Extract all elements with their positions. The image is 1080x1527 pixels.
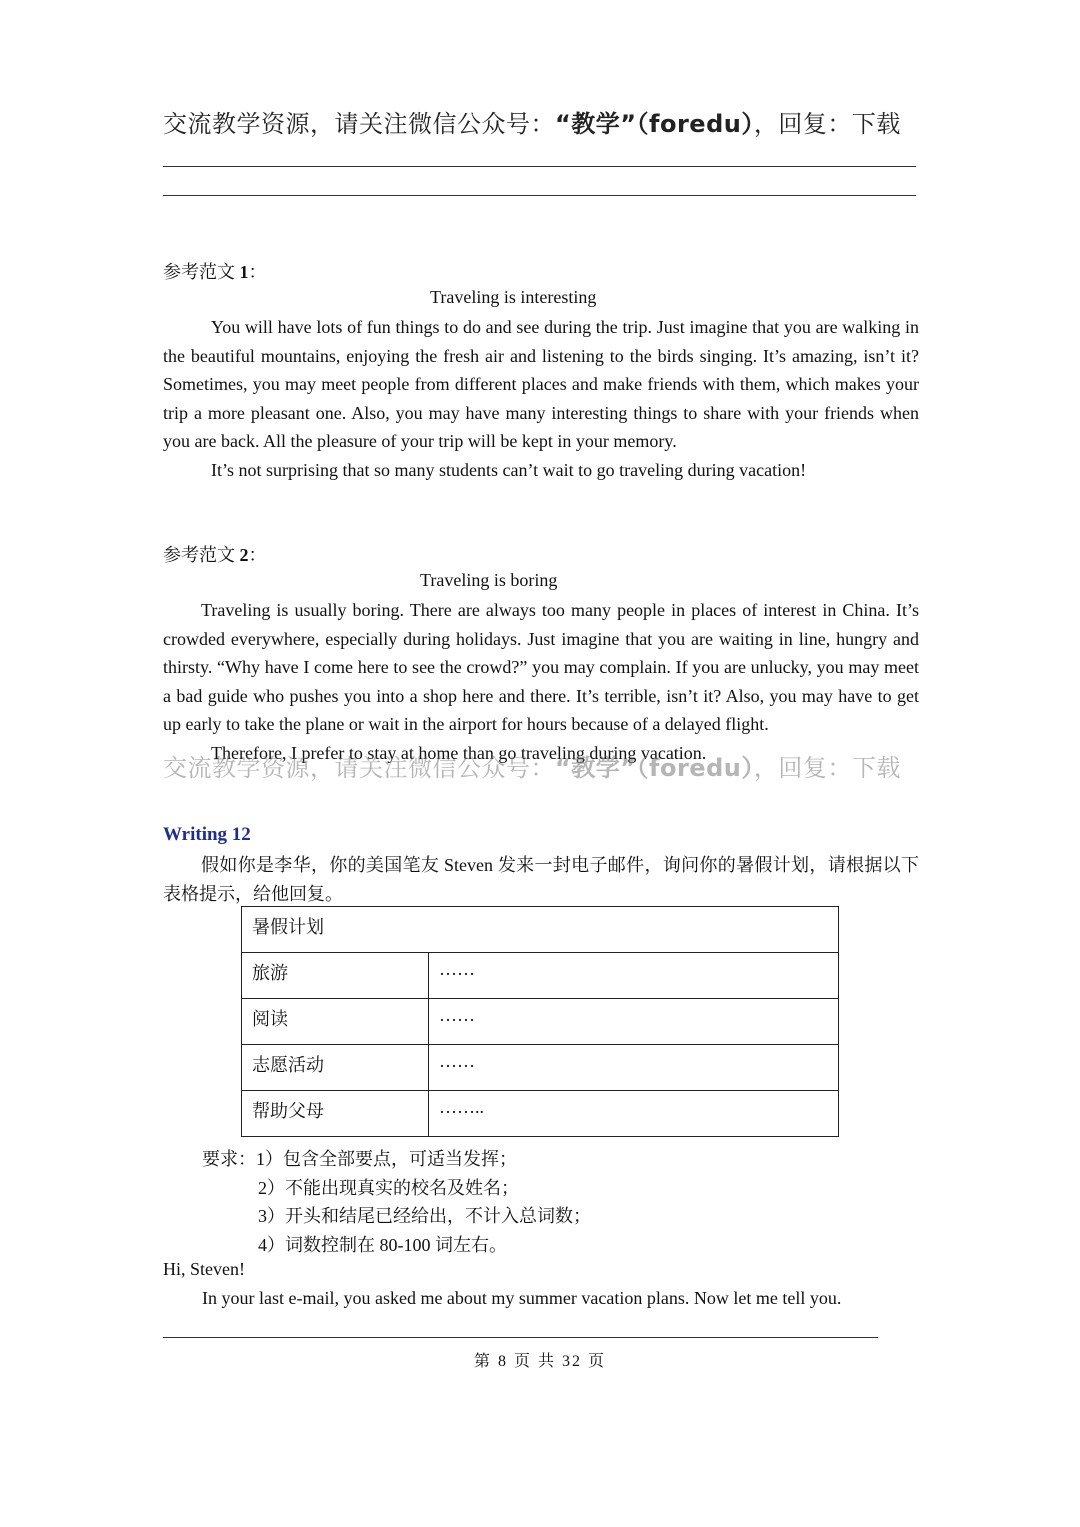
watermark: 交流教学资源，请关注微信公众号：“教学”（foredu），回复：下载 [163,754,901,782]
table-row [242,1045,839,1091]
page-header [163,104,923,139]
table-row [242,953,839,999]
requirement-1: 要求：1）包含全部要点，可适当发挥； [202,1149,517,1169]
table-item-cell: 帮助父母 [242,1091,429,1137]
table-item-cell: 旅游 [242,953,429,999]
sample1-paragraph-1: You will have lots of fun things to do and see during the trip. Just imagine that you are walking in the beautiful mountains, enjoying the fresh air and listening to the birds singing. It’s amazing, isn’t it? Sometimes, you may meet people from different places and make friends with them, which makes your trip a more pleasant one. Also, you may have many interesting things to share with your friends when you are back. All the pleasure of your trip will be kept in your memory. [163,317,919,451]
sample2-body [163,596,919,767]
sample2-paragraph-2: Therefore, I prefer to stay at home than go traveling during vacation. [211,742,707,763]
sample2-title: Traveling is boring [420,570,558,590]
table-row [242,1091,839,1137]
header-text-pre: 交流教学资源，请关注微信公众号： [163,110,555,138]
table-row [242,999,839,1045]
header-rule-2 [163,195,916,196]
sample1-label: 参考范文 1： [163,262,267,282]
sample2-label: 参考范文 2： [163,545,267,565]
page-number: 第 8 页 共 32 页 [473,1353,606,1370]
table-detail-cell: …….. [429,1091,839,1137]
sample1-paragraph-2: It’s not surprising that so many students can’t wait to go traveling during vacation! [211,459,807,480]
sample1-title: Traveling is interesting [430,287,597,307]
table-detail-cell: …… [429,953,839,999]
table-item-cell: 志愿活动 [242,1045,429,1091]
table-header-cell: 暑假计划 [242,907,839,953]
writing-prompt: 假如你是李华，你的美国笔友 Steven 发来一封电子邮件，询问你的暑假计划，请根据以下表格提示，给他回复。 [163,855,919,904]
header-text-bold: “教学”（foredu） [555,110,754,138]
requirement-2: 2）不能出现真实的校名及姓名； [258,1178,519,1198]
header-text-post: ，回复：下载 [753,110,901,138]
writing-heading: Writing 12 [163,824,251,845]
table-detail-cell: …… [429,999,839,1045]
requirement-4: 4）词数控制在 80-100 词左右。 [258,1235,507,1255]
sample2-paragraph-1: Traveling is usually boring. There are always too many people in places of interest in China. It’s crowded everywhere, especially during holidays. Just imagine that you are waiting in line, hungry and thirsty. “Why have I come here to see the crowd?” you may complain. If you are unlucky, you may meet a bad guide who pushes you into a shop here and there. It’s terrible, isn’t it? Also, you may have to get up early to take the plane or wait in the airport for hours because of a delayed flight. [163,600,919,734]
sample1-body [163,313,919,484]
table-detail-cell: …… [429,1045,839,1091]
table-header-row [242,907,839,953]
summer-plan-table [241,906,839,1137]
footer-rule [163,1337,878,1338]
letter-opening: In your last e-mail, you asked me about my summer vacation plans. Now let me tell you. [202,1288,842,1308]
letter-greeting: Hi, Steven! [163,1259,245,1279]
header-rule-1 [163,166,916,167]
table-item-cell: 阅读 [242,999,429,1045]
requirement-3: 3）开头和结尾已经给出，不计入总词数； [258,1206,591,1226]
